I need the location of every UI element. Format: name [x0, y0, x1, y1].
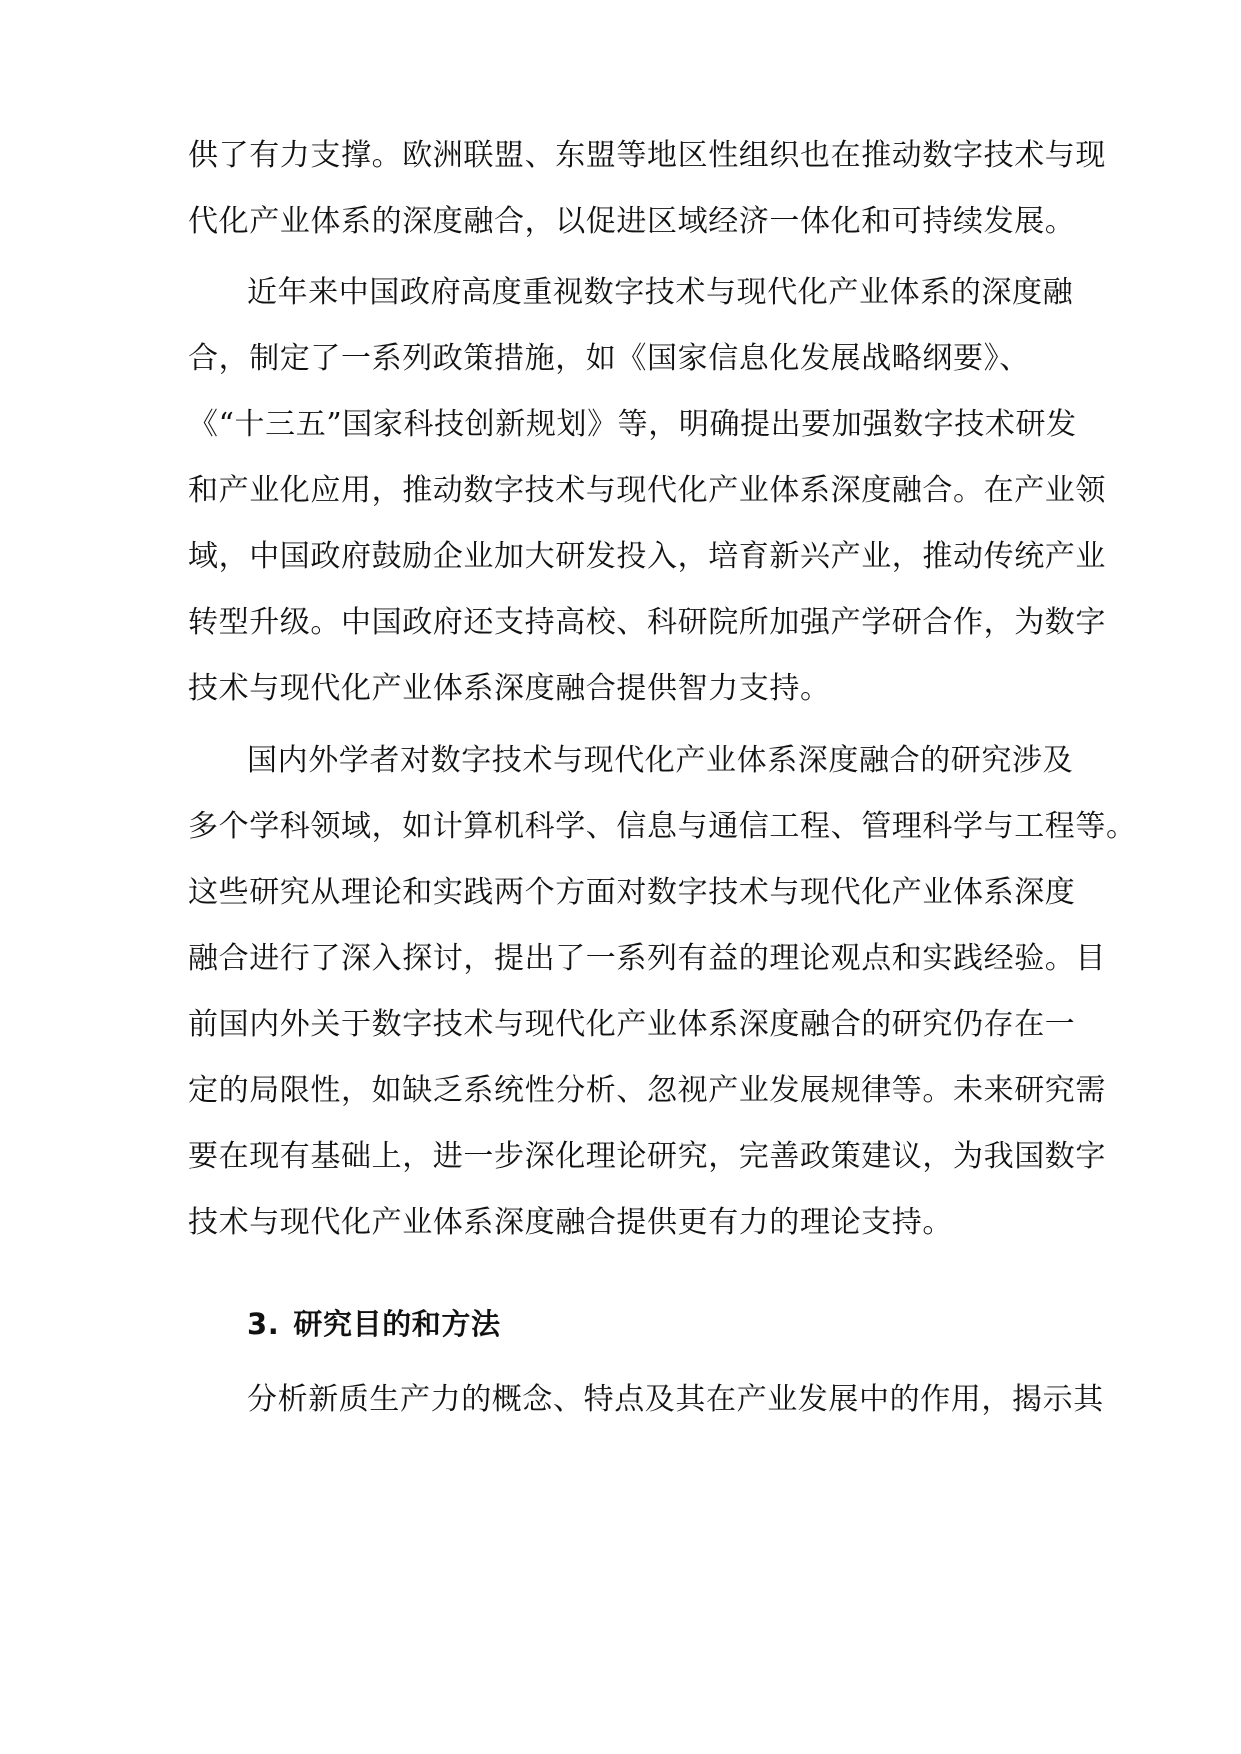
- text-line: 《“十三五”国家科技创新规划》等，明确提出要加强数字技术研发: [188, 407, 1077, 442]
- section-number: 3.: [247, 1307, 280, 1341]
- text-line: 技术与现代化产业体系深度融合提供智力支持。: [188, 671, 831, 706]
- text-line: 国内外学者对数字技术与现代化产业体系深度融合的研究涉及: [247, 743, 1074, 778]
- text-line: 技术与现代化产业体系深度融合提供更有力的理论支持。: [188, 1205, 953, 1240]
- section-title: 研究目的和方法: [293, 1307, 501, 1341]
- text-line: 供了有力支撑。欧洲联盟、东盟等地区性组织也在推动数字技术与现: [188, 138, 1106, 173]
- text-line: 融合进行了深入探讨，提出了一系列有益的理论观点和实践经验。目: [188, 941, 1106, 976]
- text-line: 代化产业体系的深度融合，以促进区域经济一体化和可持续发展。: [188, 204, 1076, 239]
- text-line: 和产业化应用，推动数字技术与现代化产业体系深度融合。在产业领: [188, 473, 1106, 508]
- text-line: 合，制定了一系列政策措施，如《国家信息化发展战略纲要》、: [188, 341, 1030, 376]
- text-line: 这些研究从理论和实践两个方面对数字技术与现代化产业体系深度: [188, 875, 1076, 910]
- section-heading: [247, 1304, 501, 1344]
- text-line: 定的局限性，如缺乏系统性分析、忽视产业发展规律等。未来研究需: [188, 1073, 1106, 1108]
- text-line: 近年来中国政府高度重视数字技术与现代化产业体系的深度融: [247, 275, 1074, 310]
- text-line: 要在现有基础上，进一步深化理论研究，完善政策建议，为我国数字: [188, 1139, 1106, 1174]
- text-line: 域，中国政府鼓励企业加大研发投入，培育新兴产业，推动传统产业: [188, 539, 1106, 574]
- text-line: 转型升级。中国政府还支持高校、科研院所加强产学研合作，为数字: [188, 605, 1106, 640]
- text-line: 分析新质生产力的概念、特点及其在产业发展中的作用，揭示其: [247, 1382, 1104, 1417]
- text-line: 前国内外关于数字技术与现代化产业体系深度融合的研究仍存在一: [188, 1007, 1076, 1042]
- text-line: 多个学科领域，如计算机科学、信息与通信工程、管理科学与工程等。: [188, 809, 1137, 844]
